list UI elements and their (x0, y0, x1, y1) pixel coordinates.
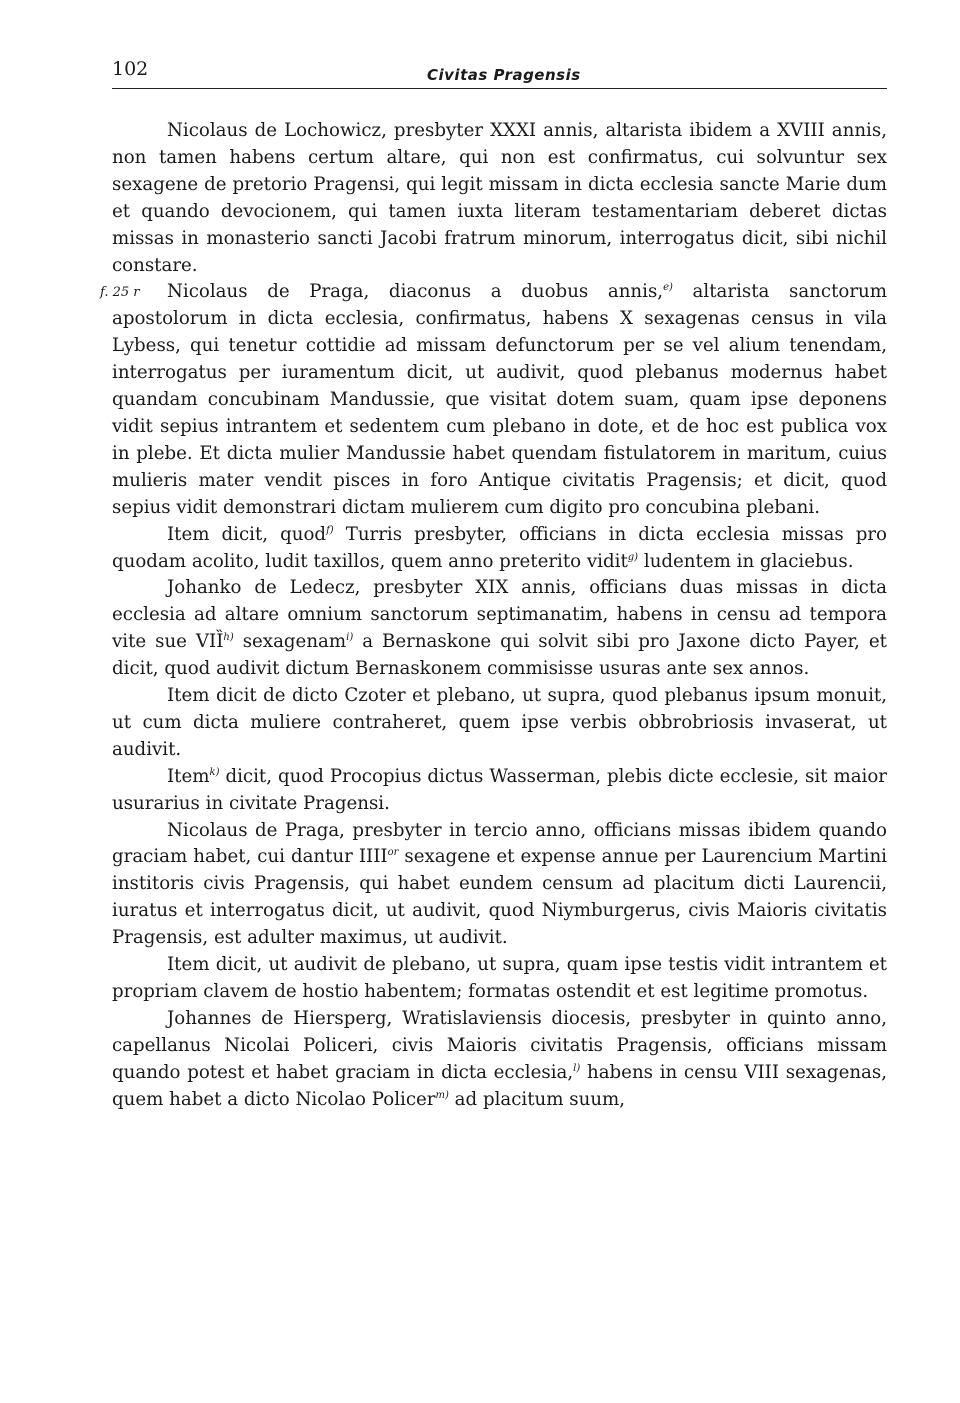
text-run: habens in censu VIII sexagenas, quem habet a dicto Nicolao Policer (112, 1061, 888, 1110)
running-title: Civitas Pragensis (427, 66, 581, 84)
page-number: 102 (112, 58, 149, 80)
footnote-marker: or (387, 847, 399, 859)
text-run: ad placitum suum, (448, 1088, 626, 1110)
paragraph: Item dicit de dicto Czoter et plebano, ut supra, quod plebanus ipsum monuit, ut cum dicta muliere contraheret, quem ipse verbis obbrobriosis invaserat, ut audivit. (112, 685, 887, 760)
text-run: Item (167, 765, 210, 787)
paragraph (112, 1006, 887, 1114)
paragraph (112, 522, 887, 576)
text-run: Item dicit, quod (167, 523, 327, 545)
paragraph (112, 279, 887, 521)
body-text (112, 118, 887, 1114)
paragraph (112, 764, 887, 818)
text-run: Nicolaus de Praga, presbyter in tercio anno, officians missas ibidem quando graciam habet, cui dantur IIII (112, 819, 887, 868)
footnote-marker: h) (223, 632, 234, 644)
footnote-marker: g) (627, 551, 639, 563)
margin-folio-note: f. 25 r (100, 285, 140, 300)
paragraph (112, 575, 887, 683)
footnote-marker: i) (346, 632, 354, 644)
text-run: Johannes de Hiersperg, Wratislaviensis diocesis, presbyter in quinto anno, capellanus Nicolai Policeri, civis Maioris civitatis Pragensis, officians missam quando potest et habet graciam in dicta ecclesia, (112, 1007, 887, 1083)
footnote-marker: e) (663, 282, 673, 294)
footnote-marker: f) (326, 524, 334, 536)
footnote-marker: m) (435, 1089, 449, 1101)
text-run: Turris presbyter, officians in dicta ecclesia missas pro quodam acolito, ludit taxillos, quem anno preterito vidit (112, 523, 887, 572)
text-run: a Bernaskone qui solvit sibi pro Jaxone dicto Payer, et dicit, quod audivit dictum Bernaskonem commisisse usuras ante sex annos. (112, 631, 887, 680)
text-run: sexagenam (233, 631, 347, 653)
footnote-marker: l) (573, 1062, 581, 1074)
text-run: Johanko de Ledecz, presbyter XIX annis, officians duas missas in dicta ecclesia ad altare omnium sanctorum septimanatim, habens in censu ad tempora vite sue VIȈ (112, 577, 887, 653)
footnote-marker: k) (209, 766, 220, 778)
text-run: altarista sanctorum apostolorum in dicta ecclesia, confirmatus, habens X sexagenas census in vila Lybess, qui tenetur cottidie ad missam defunctorum per se vel alium tenendam, interrogatus per iuramentum dicit, ut audivit, quod plebanus modernus habet quandam concubinam Mandussie, que visitat dotem suam, quam ipse deponens vidit sepius intrantem et sedentem cum plebano in dote, et de hoc est publica vox in plebe. Et dicta mulier Mandussie habet quendam fistulatorem in maritum, cuius mulieris mater vendit pisces in foro Antique civitatis Pragensis; et dicit, quod sepius vidit demonstrari dictam mulierem cum digito pro concubina plebani. (112, 281, 887, 518)
header-rule (112, 88, 887, 89)
text-run: sexagene et expense annue per Laurencium Martini institoris civis Pragensis, qui habet eundem censum ad placitum dicti Laurencii, iuratus et interrogatus dicit, ut audivit, quod Niymburgerus, civis Maioris civitatis Pragensis, est adulter maximus, ut audivit. (112, 846, 887, 949)
paragraph: Nicolaus de Lochowicz, presbyter XXXI annis, altarista ibidem a XVIII annis, non tamen habens certum altare, qui non est confirmatus, cui solvuntur sex sexagene de pretorio Pragensi, qui legit missam in dicta ecclesia sancte Marie dum et quando devocionem, qui tamen iuxta literam testamentariam deberet dictas missas in monasterio sancti Jacobi fratrum minorum, interrogatus dicit, sibi nichil constare. (112, 120, 887, 276)
text-run: dicit, quod Procopius dictus Wasserman, plebis dicte ecclesie, sit maior usurarius in civitate Pragensi. (112, 765, 887, 814)
text-run: ludentem in glaciebus. (638, 550, 854, 572)
paragraph (112, 818, 887, 953)
text-run: Nicolaus de Praga, diaconus a duobus annis, (167, 281, 664, 303)
paragraph: Item dicit, ut audivit de plebano, ut supra, quam ipse testis vidit intrantem et propriam clavem de hostio habentem; formatas ostendit et est legitime promotus. (112, 954, 887, 1002)
